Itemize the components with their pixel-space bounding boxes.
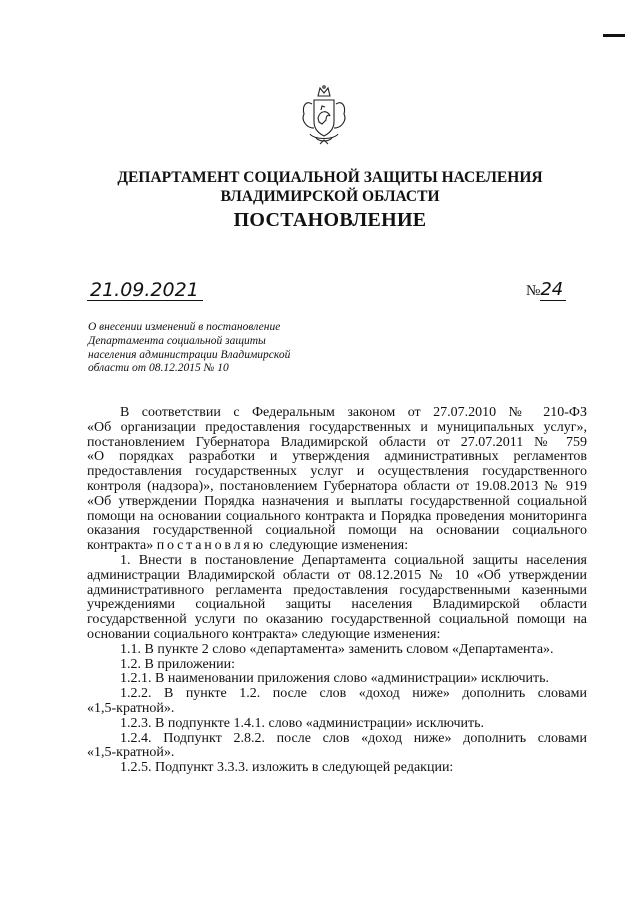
preamble-last-line <box>87 539 587 554</box>
preamble-line: «О порядках разработки и утверждения административных регламентов <box>87 450 587 465</box>
subject-line: О внесении изменений в постановление <box>88 321 281 333</box>
preamble-line: постановлением Губернатора Владимирской области от 27.07.2011 № 759 <box>87 435 587 450</box>
subject-line: населения администрации Владимирской <box>88 348 291 361</box>
page-corner-mark <box>603 34 625 37</box>
number-sign: № <box>526 283 541 299</box>
preamble-line: помощи на основании социального контракта и Порядка проведения мониторинга <box>87 509 587 524</box>
item-1-2-1: 1.2.1. В наименовании приложения слово «администрации» исключить. <box>120 672 550 687</box>
preamble-line: предоставления государственных услуг и осуществления государственного <box>87 465 587 480</box>
item-1-line: административного регламента предоставления государственными казенными <box>87 583 587 598</box>
preamble-tail: следующие изменения: <box>269 539 409 554</box>
document-number: 24 <box>540 280 566 301</box>
preamble-line: контроля (надзора)», постановлением Губернатора области от 19.08.2013 № 919 <box>87 479 587 494</box>
item-1-2-5: 1.2.5. Подпункт 3.3.3. изложить в следующей редакции: <box>120 761 454 776</box>
subject-line: области от 08.12.2015 № 10 <box>88 362 229 375</box>
item-1-2-2: 1.2.2. В пункте 1.2. после слов «доход ниже» дополнить словами <box>120 687 587 702</box>
item-1-last-line: основании социального контракта» следующие изменения: <box>87 627 441 642</box>
document-number-field <box>526 280 582 301</box>
department-title <box>100 168 560 206</box>
item-1-line: государственной услуги по оказанию государственной социальной помощи на <box>87 613 587 628</box>
preamble-line: В соответствии с Федеральным законом от 27.07.2010 № 210-ФЗ <box>120 406 587 420</box>
item-1-2: 1.2. В приложении: <box>120 657 236 672</box>
preamble-line: «Об организации предоставления государственных и муниципальных услуг», <box>87 420 587 435</box>
document-type-heading: ПОСТАНОВЛЕНИЕ <box>233 209 427 231</box>
item-1-2-4: 1.2.4. Подпункт 2.8.2. после слов «доход ниже» дополнить словами <box>120 731 587 746</box>
item-1-line: 1. Внести в постановление Департамента социальной защиты населения <box>120 553 587 568</box>
document-body <box>87 406 587 776</box>
subject-line: Департамента социальной защиты <box>88 334 266 347</box>
item-1-2-4-cont: «1,5-кратной». <box>87 746 175 761</box>
preamble-last-text: контракта» <box>87 539 154 554</box>
department-title-line-1: ДЕПАРТАМЕНТ СОЦИАЛЬНОЙ ЗАЩИТЫ НАСЕЛЕНИЯ <box>117 169 543 186</box>
coat-of-arms-emblem <box>298 84 350 148</box>
department-title-line-2: ВЛАДИМИРСКОЙ ОБЛАСТИ <box>220 188 440 205</box>
preamble-line: «Об утверждении Порядка назначения и выплаты государственной социальной <box>87 494 587 509</box>
item-1-2-2-cont: «1,5-кратной». <box>87 701 175 716</box>
resolve-word: постановляю <box>156 539 266 554</box>
item-1-line: учреждениями социальной защиты населения Владимирской области <box>87 598 587 613</box>
preamble-line: оказания государственной социальной помощи на основании социального <box>87 524 587 539</box>
item-1-1: 1.1. В пункте 2 слово «департамента» заменить словом «Департамента». <box>120 642 554 657</box>
document-subject <box>88 321 368 376</box>
item-1-line: администрации Владимирской области от 08.12.2015 № 10 «Об утверждении <box>87 568 587 583</box>
document-date: 21.09.2021 <box>87 280 203 301</box>
item-1-2-3: 1.2.3. В подпункте 1.4.1. слово «администрации» исключить. <box>120 716 485 731</box>
